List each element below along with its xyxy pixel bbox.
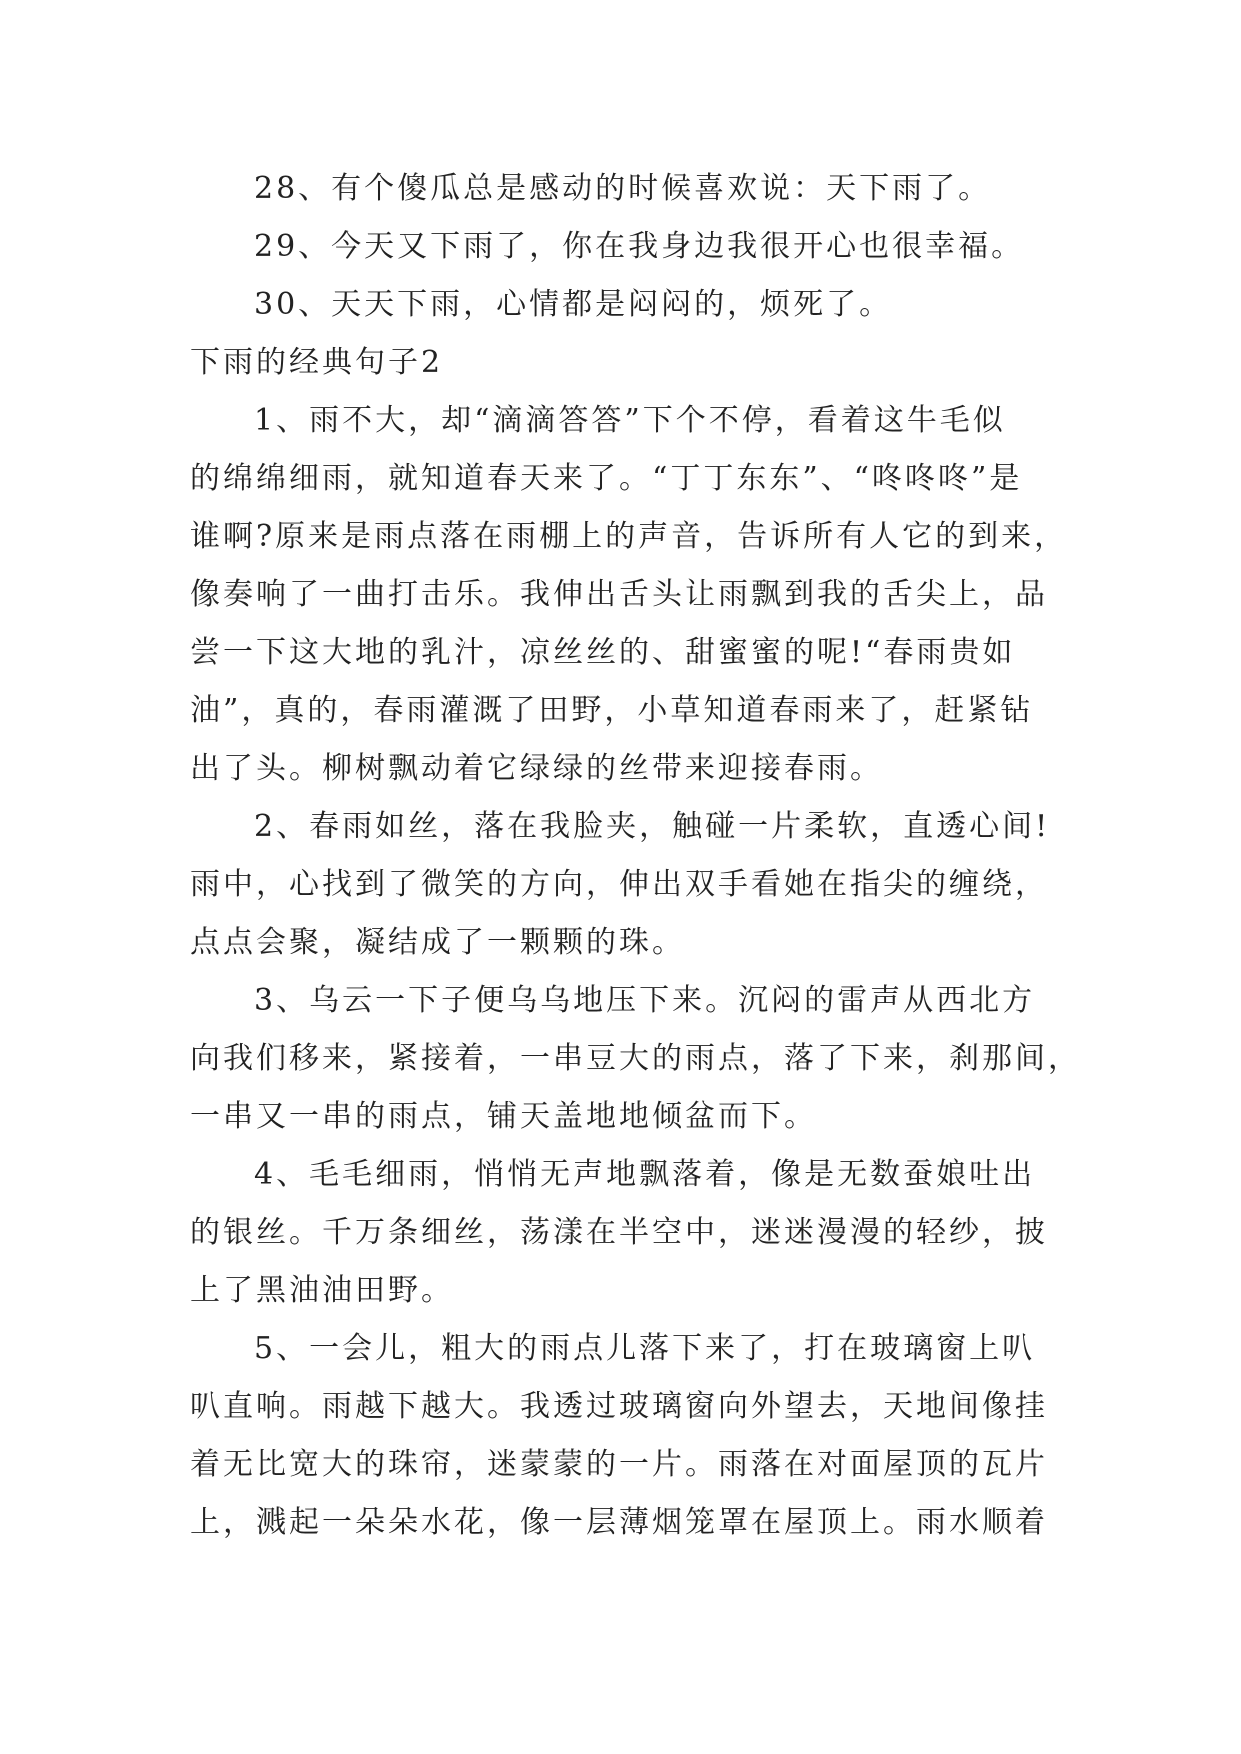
text-line: 4、毛毛细雨，悄悄无声地飘落着，像是无数蚕娘吐出 (254, 1157, 1036, 1192)
text-line: 的银丝。千万条细丝，荡漾在半空中，迷迷漫漫的轻纱，披 (190, 1215, 1048, 1250)
list-item-29 (190, 218, 1050, 276)
text-line: 5、一会儿，粗大的雨点儿落下来了，打在玻璃窗上叭 (254, 1331, 1036, 1366)
text-line: 29、今天又下雨了，你在我身边我很开心也很幸福。 (254, 229, 1025, 264)
text-line: 叭直响。雨越下越大。我透过玻璃窗向外望去，天地间像挂 (190, 1389, 1048, 1424)
text-line: 着无比宽大的珠帘，迷蒙蒙的一片。雨落在对面屋顶的瓦片 (190, 1447, 1048, 1482)
text-line: 尝一下这大地的乳汁，凉丝丝的、甜蜜蜜的呢!“春雨贵如 (190, 635, 1016, 670)
paragraph-3 (190, 972, 1081, 1146)
text-line: 雨中，心找到了微笑的方向，伸出双手看她在指尖的缠绕， (190, 867, 1048, 902)
list-item-28 (190, 160, 1050, 218)
text-line: 2、春雨如丝，落在我脸夹，触碰一片柔软，直透心间! (254, 809, 1051, 844)
text-line: 一串又一串的雨点，铺天盖地地倾盆而下。 (190, 1099, 817, 1134)
text-line: 1、雨不大，却“滴滴答答”下个不停，看着这牛毛似 (254, 403, 1006, 438)
paragraph-2 (190, 798, 1050, 972)
text-line: 30、天天下雨，心情都是闷闷的，烦死了。 (254, 287, 893, 322)
text-line: 上了黑油油田野。 (190, 1273, 454, 1308)
text-line: 3、乌云一下子便乌乌地压下来。沉闷的雷声从西北方 (254, 983, 1036, 1018)
text-line: 的绵绵细雨，就知道春天来了。“丁丁东东”、“咚咚咚”是 (190, 461, 1023, 496)
text-line: 28、有个傻瓜总是感动的时候喜欢说：天下雨了。 (254, 171, 992, 206)
text-line: 点点会聚，凝结成了一颗颗的珠。 (190, 925, 685, 960)
paragraph-4 (190, 1146, 1050, 1320)
section-title: 下雨的经典句子2 (190, 345, 444, 380)
document-body (190, 160, 1081, 1552)
list-item-30 (190, 276, 1050, 334)
text-line: 油”，真的，春雨灌溉了田野，小草知道春雨来了，赶紧钻 (190, 693, 1034, 728)
text-line: 出了头。柳树飘动着它绿绿的丝带来迎接春雨。 (190, 751, 883, 786)
paragraph-1 (190, 392, 1068, 798)
paragraph-5 (190, 1320, 1050, 1552)
text-line: 像奏响了一曲打击乐。我伸出舌头让雨飘到我的舌尖上，品 (190, 577, 1048, 612)
text-line: 向我们移来，紧接着，一串豆大的雨点，落了下来，刹那间， (190, 1041, 1081, 1076)
text-line: 上，溅起一朵朵水花，像一层薄烟笼罩在屋顶上。雨水顺着 (190, 1505, 1048, 1540)
text-line: 谁啊?原来是雨点落在雨棚上的声音，告诉所有人它的到来， (190, 519, 1068, 554)
